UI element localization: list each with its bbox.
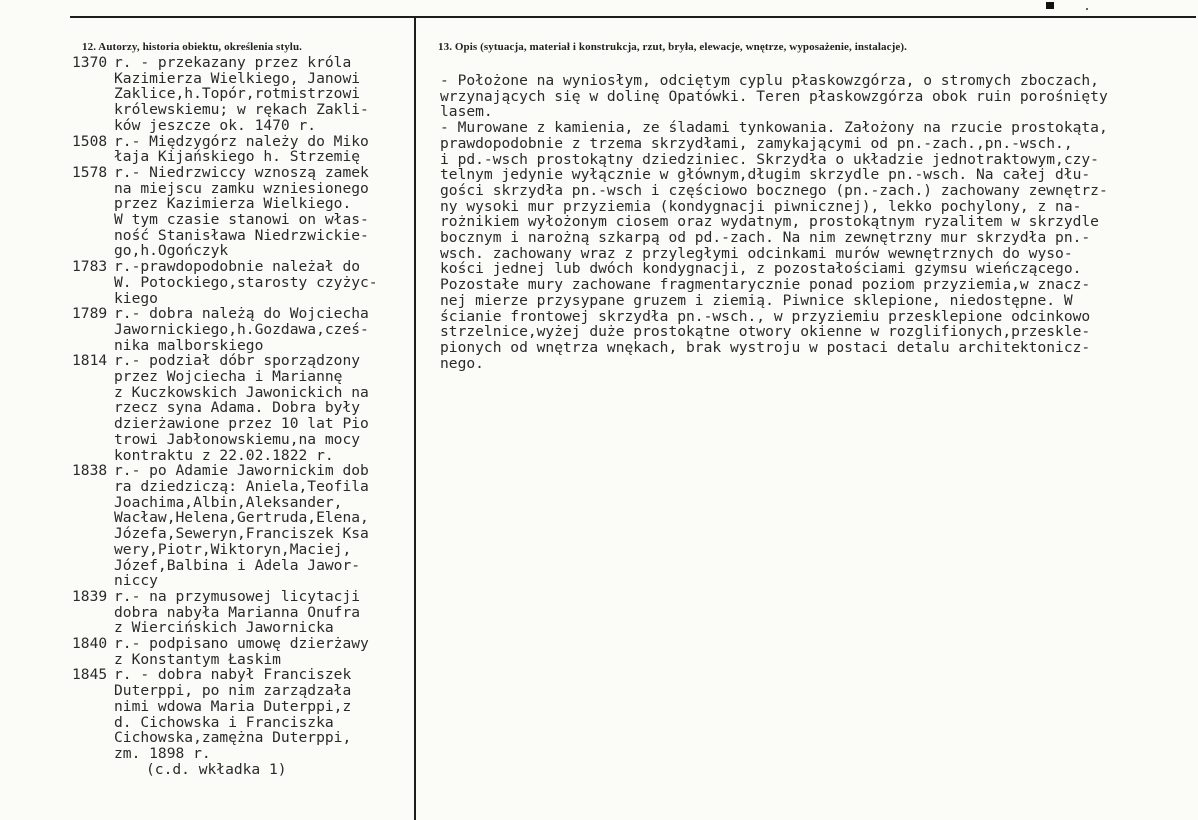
history-text: [114, 353, 412, 463]
history-line: W tym czasie stanowi on włas-: [114, 211, 369, 229]
history-line: Zaklice,h.Topór,rotmistrzowi: [114, 85, 361, 103]
history-text: [114, 134, 412, 165]
history-line: Joachima,Albin,Aleksander,: [114, 493, 343, 511]
history-line: kontraktu z 22.02.1822 r.: [114, 446, 334, 464]
history-line: wery,Piotr,Wiktoryn,Maciej,: [114, 540, 352, 558]
history-year: 1370: [72, 54, 108, 71]
history-line: r.- Niedrzwiccy wznoszą zamek: [114, 163, 369, 181]
description-line: strzelnice,wyżej duże prostokątne otwory okienne w rozglifionych,przeskle-: [440, 323, 1091, 341]
history-line: królewskiemu; w rękach Zakli-: [114, 101, 369, 119]
description-line: telnym jedynie wyłącznie w głównym,długim skrzydle pn.-wsch. Na całej dłu-: [440, 166, 1091, 184]
history-line: go,h.Ogończyk: [114, 242, 229, 260]
history-line: Cichowska,zamężna Duterppi,: [114, 729, 352, 747]
history-line: przez Wojciecha i Mariannę: [114, 368, 343, 386]
history-year: 1839: [72, 587, 108, 605]
history-entry: [72, 353, 412, 463]
history-line: r.-prawdopodobnie należał do: [114, 258, 361, 276]
history-line: rzecz syna Adama. Dobra były: [114, 399, 361, 417]
history-column: [72, 55, 412, 777]
history-section-header: 12. Autorzy, historia obiektu, określenia stylu.: [82, 41, 303, 53]
history-line: Kazimierza Wielkiego, Janowi: [114, 69, 361, 87]
description-line: lasem.: [440, 103, 493, 121]
history-line: r.- dobra należą do Wojciecha: [114, 305, 369, 323]
history-line: z Wiercińskich Jawornicka: [114, 619, 334, 637]
top-border-line: [70, 16, 1196, 18]
description-line: bocznym i narożną szkarpą od pd.-zach. Na nim zewnętrzny mur skrzydła pn.-: [440, 229, 1091, 247]
description-line: nej mierze przysypane gruzem i ziemią. Piwnice sklepione, niedostępne. W: [440, 291, 1073, 309]
history-line: Wacław,Helena,Gertruda,Elena,: [114, 509, 369, 527]
history-entry: [72, 463, 412, 589]
continuation-note: (c.d. wkładka 1): [146, 760, 287, 778]
history-line: d. Cichowska i Franciszka: [114, 713, 334, 731]
description-line: gości skrzydła pn.-wsch i częściowo bocznego (pn.-zach.) zachowany zewnętrz-: [440, 181, 1108, 199]
history-line: zm. 1898 r.: [114, 744, 211, 762]
history-year: 1783: [72, 258, 108, 276]
history-text: [114, 259, 412, 306]
description-line: - Położone na wyniosłym, odciętym cyplu płaskowzgórza, o stromych zboczach,: [440, 73, 1099, 89]
column-divider: [414, 16, 416, 820]
history-text: [114, 165, 412, 259]
history-line: niccy: [114, 572, 158, 590]
history-year: 1845: [72, 666, 108, 684]
history-line: ra dziedziczą: Aniela,Teofila: [114, 477, 369, 495]
history-entry: [72, 306, 412, 353]
description-section-header: 13. Opis (sytuacja, materiał i konstrukcja, rzut, bryła, elewacje, wnętrze, wyposażenie, instalacje).: [438, 41, 907, 53]
history-line: r.- podpisano umowę dzierżawy: [114, 635, 369, 653]
history-entry: [72, 165, 412, 259]
history-line: kiego: [114, 289, 158, 307]
history-line: Duterppi, po nim zarządzała: [114, 682, 352, 700]
description-line: wsch. zachowany wraz z przyległymi odcinkami murów wewnętrznych do wyso-: [440, 244, 1073, 262]
description-line: prawdopodobnie z trzema skrzydłami, zamykającymi od pn.-zach.,pn.-wsch.,: [440, 134, 1073, 152]
history-line: r.- Międzygórz należy do Miko: [114, 132, 369, 150]
history-text: [114, 636, 412, 667]
description-line: i pd.-wsch prostokątny dziedziniec. Skrzydła o układzie jednotraktowym,czy-: [440, 150, 1099, 168]
history-year: 1578: [72, 163, 108, 181]
history-line: łaja Kijańskiego h. Strzemię: [114, 148, 361, 166]
history-line: ność Stanisława Niedrzwickie-: [114, 226, 369, 244]
history-line: nimi wdowa Maria Duterppi,z: [114, 697, 352, 715]
history-text: [114, 667, 412, 761]
history-line: r. - dobra nabył Franciszek: [114, 666, 352, 684]
history-line: r.- na przymusowej licytacji: [114, 587, 361, 605]
history-text: [114, 306, 412, 353]
history-line: r.- po Adamie Jawornickim dob: [114, 462, 369, 480]
history-year: 1508: [72, 132, 108, 150]
corner-mark: [1046, 2, 1054, 9]
history-line: r.- podział dóbr sporządzony: [114, 352, 361, 370]
history-entry: [72, 667, 412, 761]
history-year: 1789: [72, 305, 108, 323]
history-line: Józefa,Seweryn,Franciszek Ksa: [114, 525, 369, 543]
history-line: nika malborskiego: [114, 336, 264, 354]
history-entry: [72, 134, 412, 165]
history-line: Jawornickiego,h.Gozdawa,cześ-: [114, 320, 369, 338]
history-line: Józef,Balbina i Adela Jawor-: [114, 556, 361, 574]
description-column: [440, 73, 1196, 371]
history-year: 1840: [72, 635, 108, 653]
history-text: [114, 55, 412, 134]
history-line: trowi Jabłonowskiemu,na mocy: [114, 430, 361, 448]
description-line: pionych od wnętrza wnękach, brak wystroju w postaci detalu architektonicz-: [440, 338, 1091, 356]
history-entry: [72, 636, 412, 667]
history-line: dzierżawione przez 10 lat Pio: [114, 415, 369, 433]
history-entry: [72, 55, 412, 134]
history-entry: [72, 259, 412, 306]
history-line: dobra nabyła Marianna Onufra: [114, 603, 361, 621]
history-line: z Kuczkowskich Jawonickich na: [114, 383, 369, 401]
history-line: na miejscu zamku wzniesionego: [114, 179, 369, 197]
history-line: r. - przekazany przez króla: [114, 54, 352, 71]
history-year: 1814: [72, 352, 108, 370]
history-year: 1838: [72, 462, 108, 480]
history-line: z Konstantym Łaskim: [114, 650, 281, 668]
history-text: [114, 463, 412, 589]
history-line: przez Kazimierza Wielkiego.: [114, 195, 352, 213]
description-line: ny wysoki mur przyziemia (kondygnacji piwnicznej), lekko pochylony, z na-: [440, 197, 1082, 215]
description-line: ścianie frontowej skrzydła pn.-wsch., w przyziemiu przesklepione odcinkowo: [440, 307, 1091, 325]
history-line: ków jeszcze ok. 1470 r.: [114, 116, 317, 134]
description-line: kości jednej lub dwóch kondygnacji, z pozostałościami gzymsu wieńczącego.: [440, 260, 1082, 278]
description-line: nego.: [440, 354, 484, 372]
description-line: Pozostałe mury zachowane fragmentarycznie ponad poziom przyziemia,w znacz-: [440, 276, 1091, 294]
history-line: W. Potockiego,starosty czyżyc-: [114, 273, 378, 291]
history-text: [114, 589, 412, 636]
description-line: - Murowane z kamienia, ze śladami tynkowania. Założony na rzucie prostokąta,: [440, 119, 1108, 137]
description-line: rożnikiem wyłożonym ciosem oraz wydatnym, prostokątnym ryzalitem w skrzydle: [440, 213, 1099, 231]
description-line: wrzynających się w dolinę Opatówki. Teren płaskowzgórza obok ruin porośnięty: [440, 87, 1108, 105]
history-entry: [72, 589, 412, 636]
speck: [1086, 8, 1088, 10]
